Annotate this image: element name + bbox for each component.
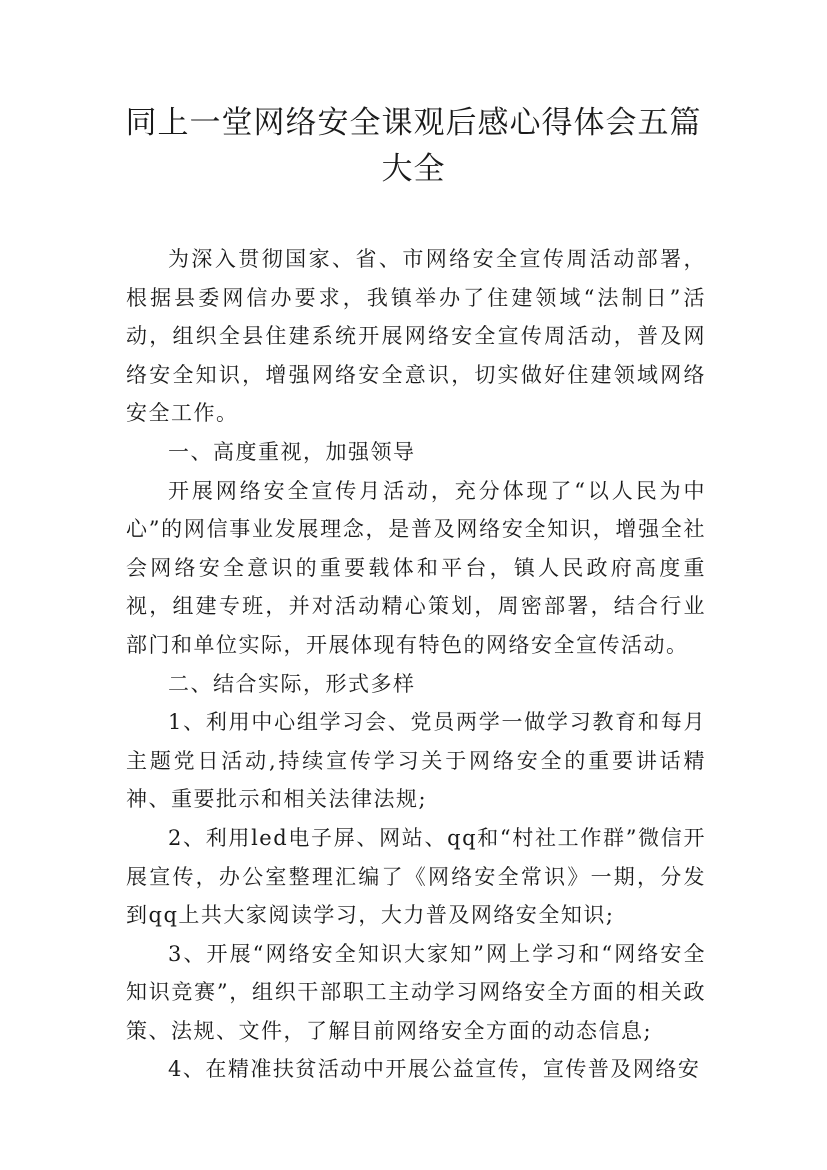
paragraph-intro: 为深入贯彻国家、省、市网络安全宣传周活动部署，根据县委网信办要求，我镇举办了住建领域“法制日”活动，组织全县住建系统开展网络安全宣传周活动，普及网络安全知识，增强网络安全意识，切实做好住建领域网络安全工作。 — [126, 247, 706, 426]
list-item-3: 3、开展“网络安全知识大家知”网上学习和“网络安全知识竞赛”，组织干部职工主动学习网络安全方面的相关政策、法规、文件，了解目前网络安全方面的动态信息; — [126, 941, 706, 1043]
list-item-4: 4、在精准扶贫活动中开展公益宣传，宣传普及网络安 — [168, 1057, 701, 1082]
list-item-2: 2、利用led电子屏、网站、qq和“村社工作群”微信开展宣传，办公室整理汇编了《网络安全常识》一期，分发到qq上共大家阅读学习，大力普及网络安全知识; — [126, 825, 706, 928]
section-heading-2: 二、结合实际，形式多样 — [168, 671, 416, 696]
title-line-2: 大全 — [381, 151, 446, 187]
document-body — [126, 240, 706, 1089]
paragraph-section-1: 开展网络安全宣传月活动，充分体现了“以人民为中心”的网信事业发展理念，是普及网络安全知识，增强全社会网络安全意识的重要载体和平台，镇人民政府高度重视，组建专班，并对活动精心策划，周密部署，结合行业部门和单位实际，开展体现有特色的网络安全宣传活动。 — [126, 478, 706, 657]
title-line-1: 同上一堂网络安全课观后感心得体会五篇 — [125, 105, 702, 141]
list-item-1: 1、利用中心组学习会、党员两学一做学习教育和每月主题党日活动,持续宣传学习关于网络安全的重要讲话精神、重要批示和相关法律法规; — [126, 710, 706, 812]
document-title — [110, 100, 717, 192]
section-heading-1: 一、高度重视，加强领导 — [168, 439, 416, 464]
